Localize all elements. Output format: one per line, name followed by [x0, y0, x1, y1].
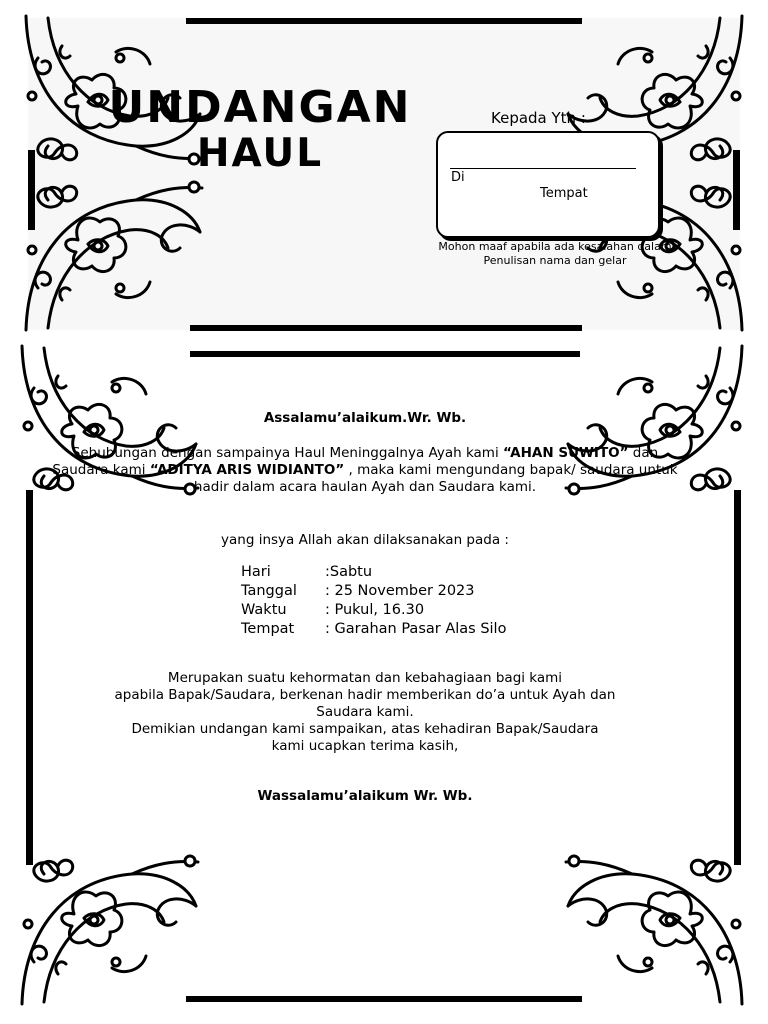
opening-text: , maka kami mengundang bapak/ saudara untuk hadir dalam acara haulan Ayah dan Saudara kami. — [193, 462, 678, 495]
sibling-name: “ADITYA ARIS WIDIANTO” — [149, 462, 345, 478]
letter-panel-rule-bottom — [186, 996, 582, 1002]
farewell: Wassalamu’alaikum Wr. Wb. — [257, 788, 473, 804]
opening-paragraph — [48, 445, 682, 496]
detail-value: : Garahan Pasar Alas Silo — [325, 621, 507, 637]
invitation-subtitle: HAUL — [196, 131, 324, 176]
greeting: Assalamu’alaikum.Wr. Wb. — [263, 410, 467, 426]
recipient-label: Kepada Yth : — [491, 109, 586, 127]
event-details — [241, 563, 506, 639]
corner-ornament-bottom-left — [14, 852, 204, 1012]
closing-line: Merupakan suatu kehormatan dan kebahagiaan bagi kami — [167, 670, 563, 686]
corner-ornament-bottom-right — [560, 852, 750, 1012]
detail-row-time — [241, 601, 506, 620]
detail-row-day — [241, 563, 506, 582]
opening-text: dan Saudara kami — [52, 445, 659, 478]
apology-note-line: Mohon maaf apabila ada kesalahan dalam — [438, 240, 672, 253]
detail-label: Tanggal — [241, 583, 297, 599]
schedule-intro: yang insya Allah akan dilaksanakan pada : — [221, 532, 509, 548]
apology-note-line: Penulisan nama dan gelar — [483, 254, 627, 267]
letter-panel-rule-left — [26, 490, 33, 865]
detail-row-place — [241, 620, 506, 639]
closing-line: Demikian undangan kami sampaikan, atas kehadiran Bapak/Saudara — [131, 721, 599, 737]
detail-value: : Pukul, 16.30 — [325, 602, 425, 618]
recipient-tempat-label: Tempat — [540, 186, 588, 201]
recipient-di-label: Di — [451, 170, 465, 185]
detail-label: Waktu — [241, 602, 287, 618]
recipient-name-line — [450, 168, 636, 169]
closing-line: kami ucapkan terima kasih, — [271, 738, 459, 754]
top-panel-rule-top — [186, 18, 582, 24]
top-panel-rule-bottom — [190, 325, 582, 331]
detail-value: :Sabtu — [325, 564, 373, 580]
closing-line: apabila Bapak/Saudara, berkenan hadir memberikan do’a untuk Ayah dan — [114, 687, 616, 703]
invitation-title: UNDANGAN — [108, 82, 412, 133]
detail-label: Hari — [241, 564, 271, 580]
apology-note — [424, 240, 686, 268]
letter-panel-rule-right — [734, 490, 741, 865]
closing-paragraph — [48, 670, 682, 755]
recipient-address-box — [436, 131, 660, 238]
closing-line: Saudara kami. — [316, 704, 414, 720]
corner-ornament-mid-top-left — [18, 178, 208, 338]
father-name: “AHAN SUWITO” — [503, 445, 629, 461]
opening-text: Sehubungan dengan sampainya Haul Meninggalnya Ayah kami — [71, 445, 504, 461]
detail-row-date — [241, 582, 506, 601]
detail-value: : 25 November 2023 — [325, 583, 475, 599]
letter-panel-rule-top — [190, 351, 580, 357]
detail-label: Tempat — [241, 621, 295, 637]
